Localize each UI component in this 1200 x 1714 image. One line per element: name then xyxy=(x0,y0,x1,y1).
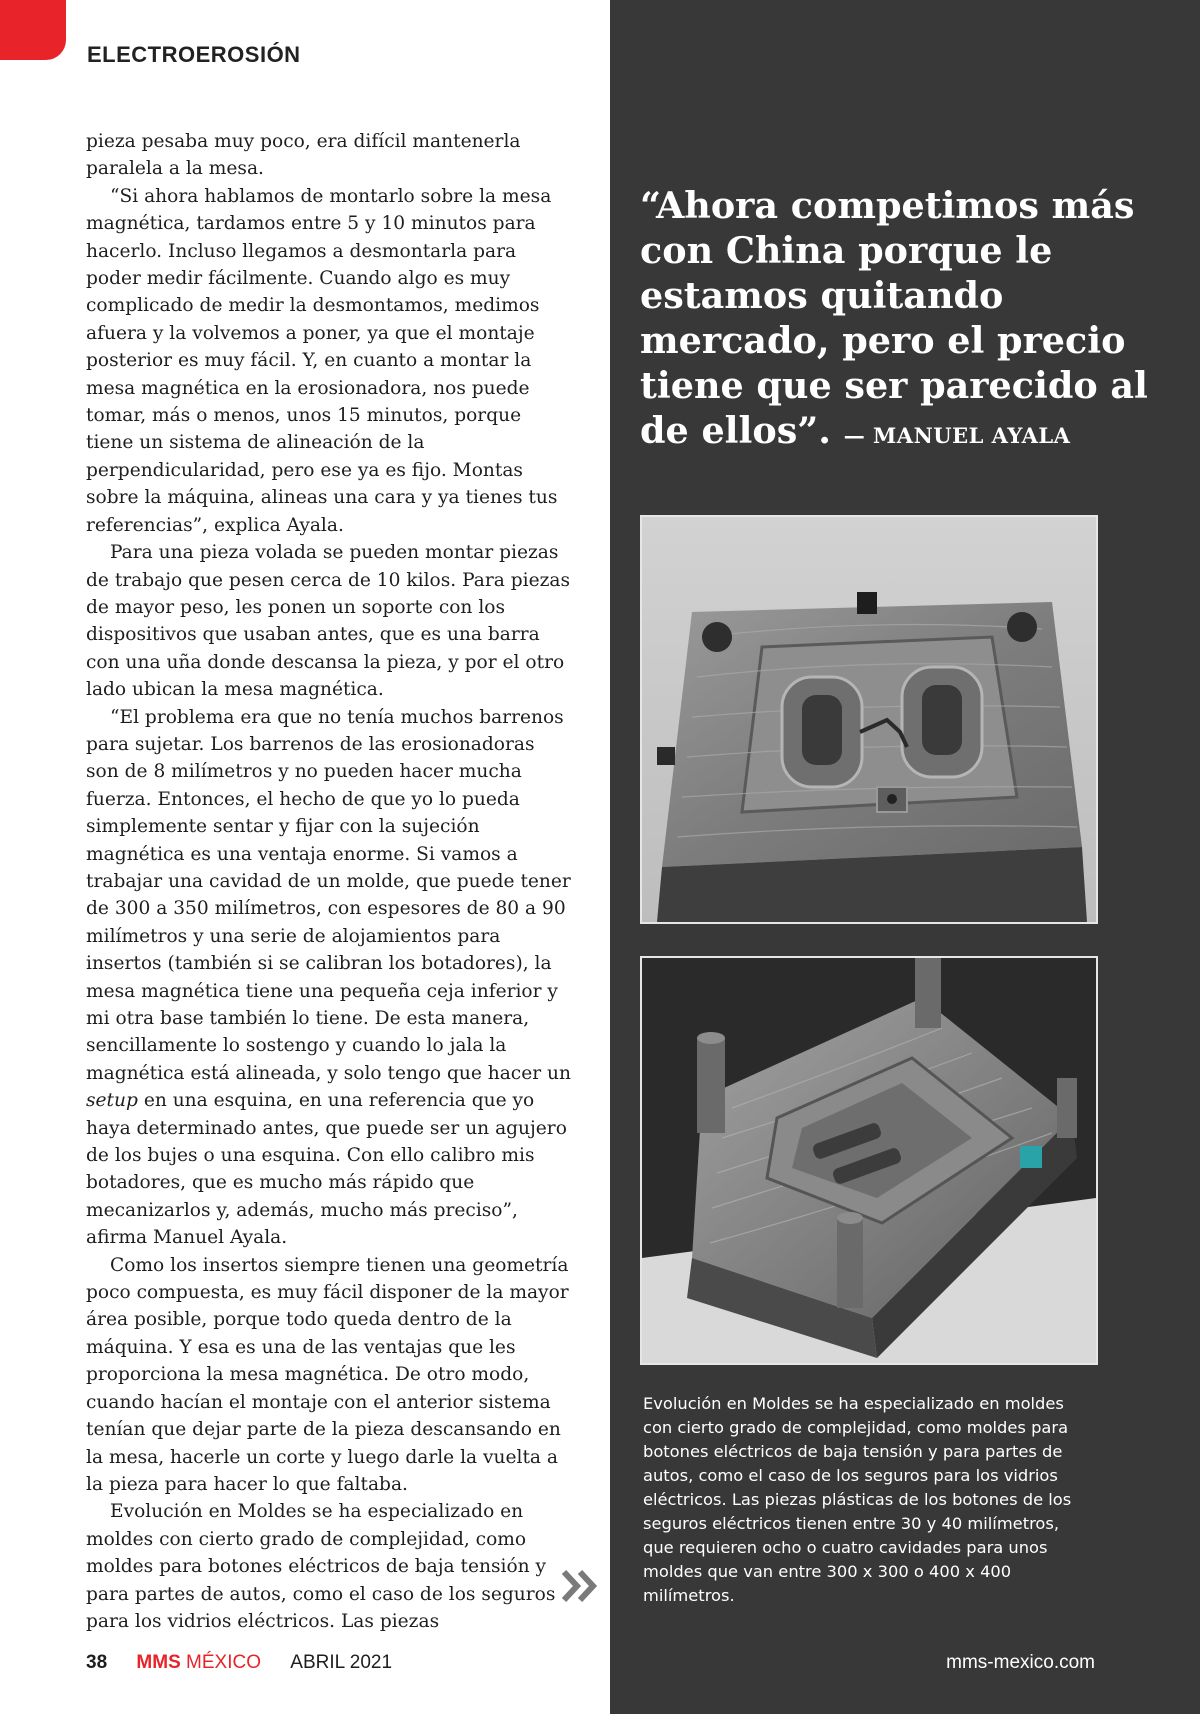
pull-quote xyxy=(640,183,1180,458)
paragraph-text: “El problema era que no tenía muchos barrenos para sujetar. Los barrenos de las erosionadoras son de 8 milímetros y no pueden hacer mucha fuerza. Entonces, el hecho de que yo lo pueda simplemente sentar y fijar con la sujeción magnética es una ventaja enorme. Si vamos a trabajar una cavidad de un molde, que puede tener de 300 a 350 milímetros, con espesores de 80 a 90 milímetros y una serie de alojamientos para insertos (también si se calibran los botadores), la mesa magnética tiene una pequeña ceja inferior y mi otra base también lo tiene. De esta manera, sencillamente lo sostengo y cuando lo jala la magnética está alineada, y solo tengo que hacer un xyxy=(86,706,571,1084)
continue-chevron-icon xyxy=(560,1568,600,1608)
article-body xyxy=(86,128,572,1635)
paragraph-text: Como los insertos siempre tienen una geometría poco compuesta, es muy fácil disponer de la mayor área posible, porque todo queda dentro de la máquina. Y esa es una de las ventajas que les proporciona la mesa magnética. De otro modo, cuando hacían el montaje con el anterior sistema tenían que dejar parte de la pieza descansando en la mesa, hacerle un corte y luego darle la vuelta a la pieza para hacer lo que faltaba. xyxy=(86,1254,569,1495)
article-paragraph xyxy=(86,1252,572,1499)
magazine-country: MÉXICO xyxy=(186,1652,261,1673)
pull-quote-text: “Ahora competimos más con China porque le estamos quitando mercado, pero el precio tiene que ser parecido al de ellos”. xyxy=(640,184,1148,452)
magazine-name: MMS xyxy=(136,1652,181,1673)
article-paragraph xyxy=(86,128,572,183)
page-folio xyxy=(86,1652,392,1674)
section-label: ELECTROEROSIÓN xyxy=(87,42,301,67)
page-number: 38 xyxy=(86,1652,108,1673)
paragraph-text: en una esquina, en una referencia que yo haya determinado antes, que puede ser un agujero de los bujes o una esquina. Con ello calibro mis botadores, que es mucho más rápido que mecanizarlos y, además, mucho más preciso”, afirma Manuel Ayala. xyxy=(86,1090,567,1249)
paragraph-text: Evolución en Moldes se ha especializado en moldes con cierto grado de complejidad, como moldes para botones eléctricos de baja tensión y para partes de autos, como el caso de los seguros para los vidrios eléctricos. Las piezas xyxy=(86,1501,556,1632)
website: mms-mexico.com xyxy=(946,1652,1095,1673)
article-paragraph xyxy=(86,539,572,703)
corner-tab xyxy=(0,0,66,60)
paragraph-text: “Si ahora hablamos de montarlo sobre la mesa magnética, tardamos entre 5 y 10 minutos para hacerlo. Incluso llegamos a desmontarla para poder medir fácilmente. Cuando algo es muy complicado de medir la desmontamos, medimos afuera y la volvemos a poner, ya que el montaje posterior es muy fácil. Y, en cuanto a montar la mesa magnética en la erosionadora, nos puede tomar, más o menos, unos 15 minutos, porque tiene un sistema de alineación de la perpendicularidad, pero ese ya es fijo. Montas sobre la máquina, alineas una cara y ya tienes tus referencias”, explica Ayala. xyxy=(86,185,558,536)
article-paragraph xyxy=(86,183,572,539)
pull-quote-attribution: — MANUEL AYALA xyxy=(843,423,1071,448)
mold-photo-bottom xyxy=(640,956,1098,1365)
paragraph-text: pieza pesaba muy poco, era difícil mantenerla paralela a la mesa. xyxy=(86,131,521,180)
article-paragraph xyxy=(86,1498,572,1635)
article-paragraph xyxy=(86,704,572,1252)
photo-caption: Evolución en Moldes se ha especializado en moldes con cierto grado de complejidad, como moldes para botones eléctricos de baja tensión y para partes de autos, como el caso de los seguros para los vidrios eléctricos. Las piezas plásticas de los botones de los seguros eléctricos tienen entre 30 y 40 milímetros, que requieren ocho o cuatro cavidades para unos moldes que van entre 300 x 300 o 400 x 400 milímetros. xyxy=(643,1394,1072,1605)
mold-photo-top xyxy=(640,515,1098,924)
italic-term: setup xyxy=(86,1090,138,1112)
paragraph-text: Para una pieza volada se pueden montar piezas de trabajo que pesen cerca de 10 kilos. Para piezas de mayor peso, les ponen un soporte con los dispositivos que usaban antes, que es una barra con una uña donde descansa la pieza, y por el otro lado ubican la mesa magnética. xyxy=(86,542,570,701)
issue-date: ABRIL 2021 xyxy=(290,1652,393,1673)
